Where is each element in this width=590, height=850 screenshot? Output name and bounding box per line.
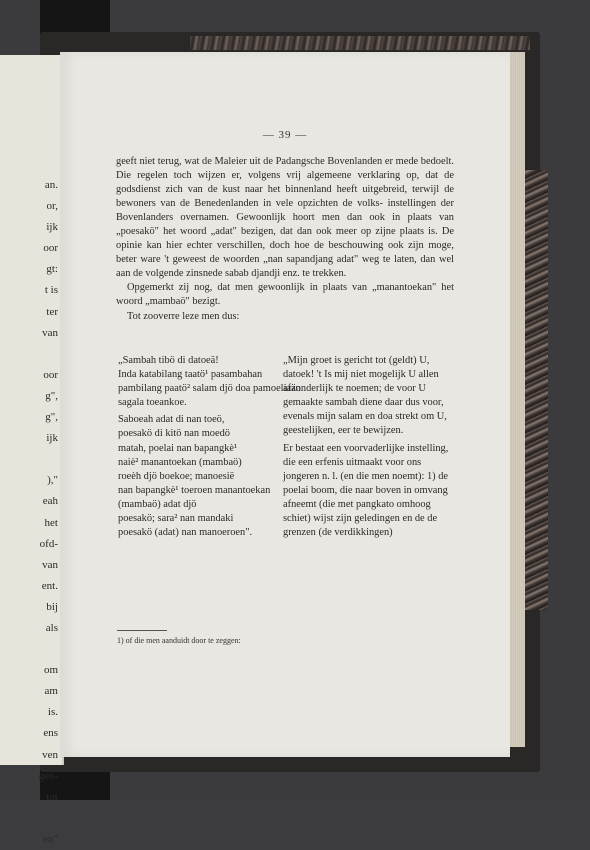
left-page-fragment: en" <box>43 832 58 845</box>
paragraph: Opgemerkt zij nog, dat men gewoonlijk in plaats van „manantoekan" het woord „mambaö" bezigt. <box>116 282 454 308</box>
left-page-fragment: ijk <box>46 221 58 234</box>
left-page-fragment: or, <box>46 200 58 213</box>
left-page-fragment: is. <box>47 706 58 719</box>
footnote-divider <box>117 630 167 631</box>
dutch-translation-column <box>283 354 451 542</box>
left-page-fragment: het <box>44 516 58 529</box>
left-page-fragment: van <box>42 558 58 571</box>
left-page-fragment: van <box>42 326 58 339</box>
left-page-fragment: ijk <box>46 432 58 445</box>
left-page-fragment: ter <box>46 305 58 318</box>
left-page-fragment: an. <box>44 179 58 191</box>
left-page-fragment: t is <box>44 284 58 297</box>
translation-paragraph: Er bestaat een voorvaderlijke instelling, die een erfenis uitmaakt voor ons jongeren n. l. (en die men noemt): 1) de poelai boom, die naar boven in omvang afneemt (die met pangkato omhoog schiet) wijst zijn geledingen en de de grenzen (de verdikkingen) <box>283 442 449 539</box>
left-page-fragment: ent. <box>41 579 58 592</box>
left-page-fragment: als <box>45 621 58 634</box>
left-page-fragment: oor <box>43 368 58 381</box>
left-page-fragment: oor <box>43 242 58 255</box>
left-page <box>0 55 64 845</box>
marbled-cover-top <box>190 36 530 50</box>
page-number: — 39 — <box>262 129 308 141</box>
left-page-text-fragments <box>0 175 58 850</box>
left-page-fragment: bij <box>46 600 58 613</box>
left-page-fragment: )," <box>47 474 58 487</box>
left-page-fragment <box>0 449 58 470</box>
left-page-fragment: om <box>43 664 58 677</box>
left-page-fragment <box>0 808 58 829</box>
left-page-fragment: tot <box>46 790 58 803</box>
left-page-fragment: g", <box>45 389 58 402</box>
paragraph: Tot zooverre leze men dus: <box>127 310 240 322</box>
paragraph: geeft niet terug, wat de Maleier uit de Padangsche Bovenlanden er mede bedoelt. Die regelen toch wijzen er, volgens vrij algemeene verklaring op, dat de godsdienst zich van de kust naar het binnenland heeft uitgebreid, terwijl de bewoners van de Benedenlanden in vele opzichten de volks- instellingen der Bovenlanders overnamen. Gewoonlijk hoort men dan ook in plaats van „poesakö" het woord „adat" bezigen, dat dan ook meer op zijne plaats is. De opinie kan hier echter verschillen, doch hoe de beschouwing ook zijn moge, beter ware 't geweest de woorden „nan sapandjang adat" weg te laten, dan wel aan de volgende zinsnede sabab djandji enz. te trekken. <box>116 156 454 280</box>
left-page-fragment: ven <box>42 748 58 761</box>
left-page-fragment: g", <box>45 411 58 424</box>
left-page-fragment: ofd- <box>39 537 58 550</box>
left-page-fragment: ens <box>43 727 58 740</box>
left-page-fragment: gen- <box>38 769 58 782</box>
left-page-fragment <box>0 344 58 365</box>
malay-column <box>118 354 301 542</box>
main-text <box>116 155 454 324</box>
translation-paragraph: „Mijn groet is gericht tot (geldt) U, datoek! 't Is mij niet mogelijk U allen afzonderlijk te noemen; de voor U gemaakte sambah diene daar dus voor, evenals mijn salam en doa strekt om U, geestelijken, eer te bewijzen. <box>283 355 447 437</box>
left-page-fragment: eah <box>42 495 58 508</box>
left-page-fragment <box>0 639 58 660</box>
left-page-fragment: gt: <box>46 263 58 276</box>
malay-paragraph: „Sambah tibö di datoeä! Inda katabilang taatö¹ pasambahan pambilang paatö² salam djö doa pamoeliaän sagala toeankoe. <box>118 355 301 409</box>
book-page <box>60 52 510 757</box>
footnote: 1) of die men aanduidt door te zeggen: <box>117 636 241 645</box>
malay-paragraph: Saboeah adat di nan toeö, poesakö di kitö nan moedö matah, poelai nan bapangkè¹ naiè² manantoekan (mambaö) roeèh djö boekoe; manoesië nan bapangkè¹ toeroen manantoekan (mambaö) adat djö poesakö; sara² nan mandaki poesakö (adat) nan manoeroen". <box>118 414 271 539</box>
left-page-fragment: am <box>44 685 58 698</box>
